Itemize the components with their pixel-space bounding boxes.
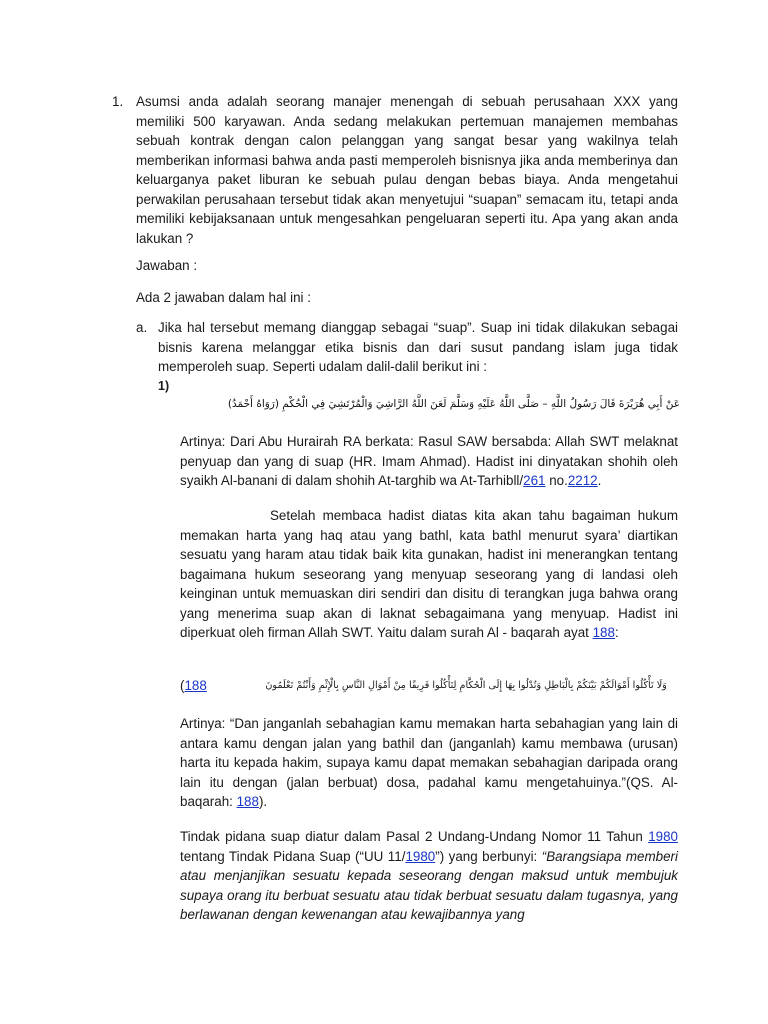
hadith-explanation-end: :	[614, 625, 619, 640]
verse-translation-text: Artinya: “Dan janganlah sebahagian kamu memakan harta sebahagian yang lain di antara kamu dengan jalan yang bathil dan (janganlah) kamu membawa (urusan) harta itu kepada hakim, supaya kamu dapat memakan sebahagian daripada orang lain itu dengan (jalan berbuat) dosa, padahal kamu mengetahuinya.”(QS. Al-baqarah:	[180, 716, 678, 809]
question-paragraph: Asumsi anda adalah seorang manajer menengah di sebuah perusahaan XXX yang memiliki 500 karyawan. Anda sedang melakukan pertemuan manajemen membahas sebuah kontrak dengan calon pelanggan yang sangat besar yang wakilnya telah memberikan informasi bahwa anda pasti memperoleh bisnisnya jika anda memberinya dan keluarganya paket liburan ke sebuah pulau dengan bebas biaya. Anda mengetahui perwakilan perusahaan tersebut tidak akan menyetujui “suapan” semacam itu, tetapi anda memiliki kebijaksanaan untuk mengesahkan pengeluaran seperti itu. Apa yang akan anda lakukan ?	[136, 94, 678, 246]
law-text-2: tentang Tindak Pidana Suap (“UU 11/	[180, 848, 406, 864]
verse-arabic-text: وَلَا تَأْكُلُوا أَمْوَالَكُمْ بَيْنَكُمْ بِالْبَاطِلِ وَتُدْلُوا بِهَا إِلَى الْحُكَّامِ لِتَأْكُلُوا فَرِيقًا مِنْ أَمْوَالِ النَّاسِ بِالْإِثْمِ وَأَنْتُمْ تَعْلَمُونَ	[265, 680, 667, 691]
hadith-translation-mid: no.	[545, 473, 568, 488]
law-year-link-1[interactable]: 1980	[648, 829, 678, 844]
hadith-arabic-text: عَنْ أَبِي هُرَيْرَةَ قَالَ رَسُولُ اللَّهِ – صَلَّى اللَّهُ عَلَيْهِ وَسَلَّمَ لَعَنَ اللَّهُ الرَّاشِيَ وَالْمُرْتَشِيَ فِي الْحُكْمِ (رَوَاهُ أَحْمَدُ)	[227, 398, 680, 410]
point-a-marker: a.	[136, 320, 148, 335]
point-a-paragraph: Jika hal tersebut memang dianggap sebagai “suap”. Suap ini tidak dilakukan sebagai bisnis karena melanggar etika bisnis dan dari susut pandang islam juga tidak memperoleh suap. Seperti udalam dalil-dalil berikut ini :	[158, 320, 678, 374]
law-text-1: Tindak pidana suap diatur dalam Pasal 2 Undang-Undang Nomor 11 Tahun	[180, 829, 649, 844]
verse-translation-link-188[interactable]: 188	[236, 794, 259, 809]
item-number: 1.	[112, 94, 124, 109]
answer-label: Jawaban :	[136, 258, 198, 273]
verse-line	[180, 675, 680, 697]
hadith-translation-after: .	[597, 473, 602, 488]
law-text-3: ”) yang berbunyi:	[435, 848, 542, 864]
reference-link-261[interactable]: 261	[523, 473, 546, 488]
hadith-explanation	[180, 506, 678, 643]
verse-translation-end: ).	[258, 794, 268, 809]
law-quote: “Barangsiapa memberi atau menjanjikan sesuatu kepada seseorang dengan maksud untuk membujuk supaya orang itu berbuat sesuatu atau tidak berbuat sesuatu dalam tugasnya, yang berlawanan dengan kewenangan atau kewajibannya yang	[180, 848, 678, 922]
verse-link-188[interactable]: 188	[592, 625, 615, 640]
law-year-link-2[interactable]: 1980	[405, 848, 436, 864]
hadith-translation	[180, 432, 678, 491]
law-paragraph	[180, 827, 678, 925]
answer-intro: Ada 2 jawaban dalam hal ini :	[136, 290, 311, 305]
hadith-explanation-text: Setelah membaca hadist diatas kita akan tahu bagaiman hukum memakan harta yang haq atau yang bathl, kata bathl menurut syara’ diartikan sesuatu yang haram atau tidak baik kita gunakan, hadist ini menerangkan tentang bagaimana hukum seseorang yang menyuap seseorang yang di landasi oleh keinginan untuk memuaskan diri sendiri dan disitu di terangkan juga bahwa orang yang menerima suap akan di laknat sebagaimana yang menyuap. Hadist ini diperkuat oleh firman Allah SWT. Yaitu dalam surah Al - baqarah ayat	[180, 508, 678, 640]
verse-number-link[interactable]: 188	[184, 678, 207, 693]
sub-item-marker: 1)	[158, 379, 170, 393]
hadith-translation-text: Artinya: Dari Abu Hurairah RA berkata: Rasul SAW bersabda: Allah SWT melaknat penyuap dan yang di suap (HR. Imam Ahmad). Hadist ini dinyatakan shohih oleh syaikh Al-banani di dalam shohih At-targhib wa At-Tarhibll/	[180, 434, 678, 488]
verse-translation	[180, 714, 678, 812]
verse-open-paren: (	[180, 678, 185, 693]
reference-link-2212[interactable]: 2212	[567, 473, 598, 488]
